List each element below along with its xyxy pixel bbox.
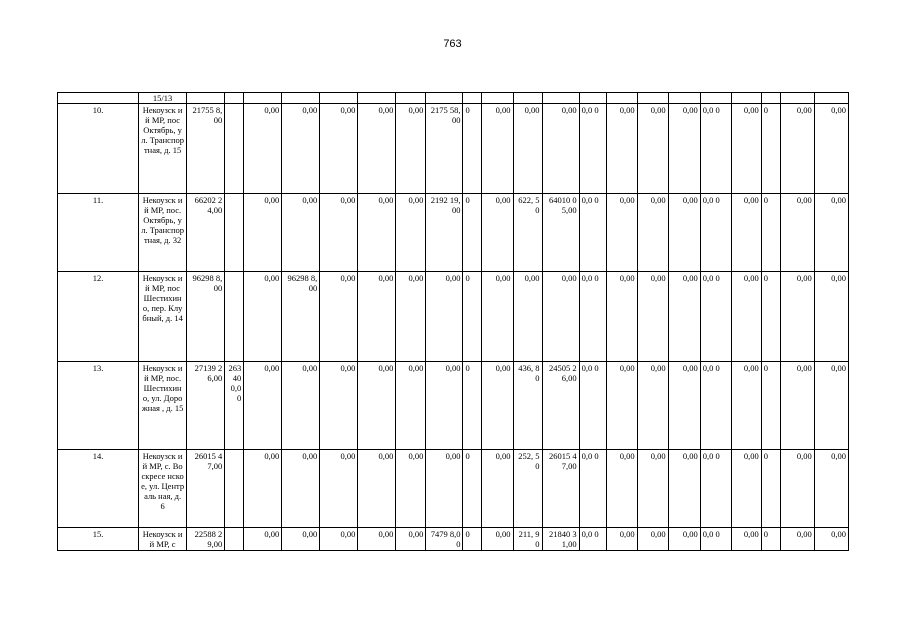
value-cell: 0,00 <box>358 104 396 194</box>
value-cell: 211, 90 <box>513 528 542 551</box>
table-row <box>58 528 849 551</box>
value-cell: 0,00 <box>282 362 320 450</box>
table-row-continuation <box>58 93 849 104</box>
address-cell: Некоузск ий МР, пос Шестихин о, пер. Клубный, д. 14 <box>139 272 187 362</box>
value-cell: 0,00 <box>668 104 700 194</box>
value-cell: 0 <box>761 194 780 272</box>
value-cell: 2192 19,00 <box>426 194 463 272</box>
value-cell: 0,0 0 <box>700 450 731 528</box>
value-cell: 0,00 <box>542 272 579 362</box>
value-cell: 0,00 <box>482 528 513 551</box>
value-cell: 64010 05,00 <box>542 194 579 272</box>
value-cell: 0 <box>761 104 780 194</box>
value-cell: 0,00 <box>637 362 668 450</box>
value-cell: 0,00 <box>282 528 320 551</box>
value-cell: 0,00 <box>513 104 542 194</box>
value-cell: 0,0 0 <box>700 104 731 194</box>
value-cell: 0,00 <box>482 194 513 272</box>
value-cell: 0,00 <box>482 272 513 362</box>
value-cell: 0,0 0 <box>579 450 606 528</box>
value-cell: 622, 50 <box>513 194 542 272</box>
value-cell: 0,00 <box>606 104 637 194</box>
value-cell: 0 <box>463 104 482 194</box>
value-cell: 0,00 <box>482 450 513 528</box>
value-cell: 0,00 <box>244 272 282 362</box>
value-cell: 0,00 <box>606 362 637 450</box>
value-cell: 0,00 <box>282 194 320 272</box>
value-cell: 0,00 <box>814 528 848 551</box>
row-number: 11. <box>58 194 139 272</box>
value-cell <box>225 194 244 272</box>
value-cell: 0,0 0 <box>579 194 606 272</box>
value-cell: 0,00 <box>637 272 668 362</box>
value-cell: 0,00 <box>668 194 700 272</box>
value-cell: 0,00 <box>320 194 358 272</box>
table-row <box>58 104 849 194</box>
value-cell: 0,0 0 <box>579 272 606 362</box>
value-cell <box>225 272 244 362</box>
value-cell: 0,00 <box>731 194 761 272</box>
value-cell: 0,00 <box>606 528 637 551</box>
value-cell: 0,00 <box>320 528 358 551</box>
value-cell: 27139 26,00 <box>187 362 225 450</box>
value-cell: 0,00 <box>731 528 761 551</box>
value-cell: 26340 0,00 <box>225 362 244 450</box>
value-cell: 0,0 0 <box>579 362 606 450</box>
value-cell: 0,0 0 <box>700 362 731 450</box>
data-table <box>57 92 849 551</box>
value-cell: 0,00 <box>482 362 513 450</box>
value-cell: 0,00 <box>542 104 579 194</box>
value-cell: 0,00 <box>637 528 668 551</box>
value-cell: 0,0 0 <box>579 528 606 551</box>
value-cell: 0,00 <box>668 528 700 551</box>
value-cell: 0,00 <box>780 528 814 551</box>
value-cell: 0,00 <box>244 362 282 450</box>
value-cell: 0,00 <box>814 362 848 450</box>
value-cell: 0,00 <box>780 272 814 362</box>
value-cell: 0,00 <box>731 104 761 194</box>
value-cell: 0,0 0 <box>700 272 731 362</box>
address-cell: Некоузск ий МР, с <box>139 528 187 551</box>
value-cell: 0,00 <box>668 362 700 450</box>
value-cell: 7479 8,00 <box>426 528 463 551</box>
value-cell: 0,00 <box>396 362 426 450</box>
value-cell: 0,0 0 <box>700 528 731 551</box>
value-cell: 436, 80 <box>513 362 542 450</box>
value-cell: 0 <box>463 528 482 551</box>
value-cell: 0,00 <box>637 194 668 272</box>
value-cell: 0,00 <box>426 450 463 528</box>
value-cell: 0,00 <box>426 272 463 362</box>
row-number: 13. <box>58 362 139 450</box>
value-cell: 0,00 <box>358 194 396 272</box>
value-cell <box>225 450 244 528</box>
row-number: 14. <box>58 450 139 528</box>
value-cell: 0,00 <box>637 104 668 194</box>
value-cell: 0,00 <box>513 272 542 362</box>
address-cell: Некоузск ий МР, пос Октябрь, ул. Транспор тная, д. 15 <box>139 104 187 194</box>
value-cell: 26015 47,00 <box>542 450 579 528</box>
value-cell: 0,00 <box>396 194 426 272</box>
value-cell: 0,00 <box>396 104 426 194</box>
value-cell: 0,00 <box>244 104 282 194</box>
value-cell: 0 <box>463 194 482 272</box>
address-cell: Некоузск ий МР, с. Воскресе нское, ул. Централь ная, д. 6 <box>139 450 187 528</box>
table-row <box>58 362 849 450</box>
value-cell: 0,00 <box>606 272 637 362</box>
value-cell: 0,00 <box>396 272 426 362</box>
value-cell: 0,00 <box>244 528 282 551</box>
value-cell: 96298 8,00 <box>187 272 225 362</box>
value-cell: 0,00 <box>814 104 848 194</box>
value-cell: 0,00 <box>358 362 396 450</box>
value-cell: 24505 26,00 <box>542 362 579 450</box>
value-cell: 0,00 <box>396 528 426 551</box>
value-cell: 0,00 <box>814 450 848 528</box>
value-cell: 66202 24,00 <box>187 194 225 272</box>
table-row <box>58 194 849 272</box>
value-cell: 0,00 <box>320 362 358 450</box>
continuation-text: 15/13 <box>139 93 187 104</box>
value-cell: 21840 31,00 <box>542 528 579 551</box>
value-cell: 22588 29,00 <box>187 528 225 551</box>
value-cell: 0,0 0 <box>579 104 606 194</box>
value-cell: 0,00 <box>780 362 814 450</box>
row-number: 15. <box>58 528 139 551</box>
value-cell: 0,00 <box>320 272 358 362</box>
value-cell: 0,00 <box>780 450 814 528</box>
value-cell: 0,00 <box>668 450 700 528</box>
value-cell: 0 <box>761 362 780 450</box>
value-cell: 0,00 <box>780 194 814 272</box>
value-cell: 0 <box>463 272 482 362</box>
value-cell: 96298 8,00 <box>282 272 320 362</box>
value-cell: 252, 50 <box>513 450 542 528</box>
value-cell: 0,00 <box>320 450 358 528</box>
value-cell: 0,00 <box>244 450 282 528</box>
value-cell: 0 <box>761 450 780 528</box>
value-cell: 21755 8,00 <box>187 104 225 194</box>
value-cell: 0,00 <box>606 194 637 272</box>
address-cell: Некоузск ий МР, пос. Шестихин о, ул. Дорожная , д. 15 <box>139 362 187 450</box>
value-cell: 0 <box>761 528 780 551</box>
value-cell: 0,00 <box>358 272 396 362</box>
value-cell: 2175 58,00 <box>426 104 463 194</box>
value-cell: 0,00 <box>668 272 700 362</box>
value-cell: 0,00 <box>282 450 320 528</box>
value-cell: 0 <box>463 362 482 450</box>
value-cell: 0,00 <box>396 450 426 528</box>
page-number: 763 <box>443 38 462 50</box>
value-cell: 0,0 0 <box>700 194 731 272</box>
table-row <box>58 450 849 528</box>
value-cell: 0,00 <box>282 104 320 194</box>
address-cell: Некоузск ий МР, пос. Октябрь, ул. Транспор тная, д. 32 <box>139 194 187 272</box>
value-cell: 0,00 <box>814 272 848 362</box>
row-number: 12. <box>58 272 139 362</box>
value-cell <box>225 528 244 551</box>
value-cell: 26015 47,00 <box>187 450 225 528</box>
value-cell: 0,00 <box>637 450 668 528</box>
value-cell: 0,00 <box>244 194 282 272</box>
value-cell: 0 <box>463 450 482 528</box>
value-cell: 0,00 <box>731 362 761 450</box>
value-cell: 0,00 <box>320 104 358 194</box>
value-cell: 0,00 <box>358 450 396 528</box>
value-cell: 0,00 <box>482 104 513 194</box>
value-cell <box>225 104 244 194</box>
row-number: 10. <box>58 104 139 194</box>
value-cell: 0,00 <box>731 450 761 528</box>
value-cell: 0,00 <box>358 528 396 551</box>
value-cell: 0,00 <box>606 450 637 528</box>
value-cell: 0,00 <box>780 104 814 194</box>
value-cell: 0 <box>761 272 780 362</box>
value-cell: 0,00 <box>731 272 761 362</box>
value-cell: 0,00 <box>814 194 848 272</box>
table-row <box>58 272 849 362</box>
value-cell: 0,00 <box>426 362 463 450</box>
